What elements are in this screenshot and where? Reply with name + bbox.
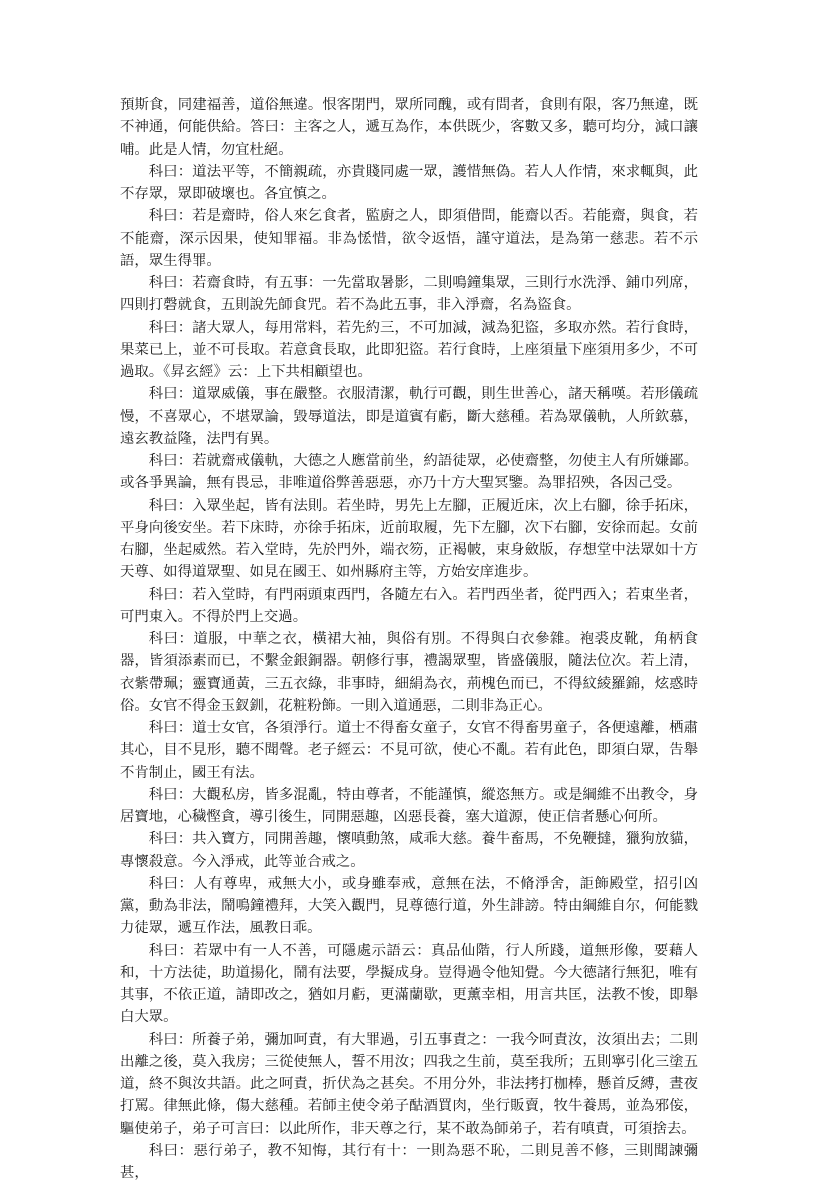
paragraph: 預斯食，同建福善，道俗無違。恨客閉門，眾所同醜，或有問者，食則有限，客乃無違，既不神通，何能供給。答曰：主客之人，遞互為作，本供既少，客數又多，聽可均分，減口讓哺。此是人情，勿宜杜絕。: [120, 97, 698, 158]
paragraph: 科曰：入眾坐起，皆有法則。若坐時，男先上左腳，正履近床，次上右腳，徐手拓床，平身向後安坐。若下床時，亦徐手拓床，近前取履，先下左腳，次下右腳，安徐而起。女前右腳，坐起威然。若入堂時，先於門外，端衣笏，正褐帔，束身斂版，存想堂中法眾如十方天尊、如得道眾聖、如見在國王、如州縣府主等，方始安庠進步。: [120, 497, 698, 581]
paragraph: 科曰：道眾威儀，事在嚴整。衣服清潔，軌行可觀，則生世善心，諸天稱嘆。若形儀疏慢，不喜眾心，不堪眾論，毀辱道法，即是道賓有虧，斷大慈種。若為眾儀軌，人所欽慕，遠玄教益隆，法門有異。: [120, 386, 698, 447]
paragraph: 科曰：大觀私房，皆多混亂，特由尊者，不能謹慎，縱恣無方。或是綱維不出教令，身居寶地，心穢慳貪，導引後生，同開惡趣，凶惡長養，塞大道源，使正信者懸心何所。: [120, 786, 698, 825]
paragraph: 科曰：諸大眾人，每用常料，若先約三，不可加減，減為犯盜，多取亦然。若行食時，果菜已上，並不可長取。若意貪長取，此即犯盜。若行食時，上座須量下座須用多少，不可過取。《昇玄經》云：上下共相顧望也。: [120, 319, 698, 380]
document-page: [120, 94, 698, 1184]
paragraph: 科曰：惡行弟子，教不知悔，其行有十：一則為惡不恥，二則見善不修，三則聞諫彌甚，: [120, 1142, 698, 1181]
paragraph: 科曰：道法平等，不簡親疏，亦貴賤同處一眾，護惜無偽。若人人作情，來求輒與，此不存眾，眾即破壞也。各宜慎之。: [120, 163, 698, 202]
paragraph: 科曰：道士女官，各須淨行。道士不得畜女童子，女官不得畜男童子，各便遠離，栖肅其心，目不見形，聽不聞聲。老子經云：不見可欲，使心不亂。若有此色，即須白眾，告舉不肯制止，國王有法。: [120, 720, 698, 781]
paragraph: 科曰：若就齋戒儀軌，大德之人應當前坐，約語徒眾，必使齋整，勿使主人有所嫌鄙。或各爭異論，無有畏忌，非唯道俗弊善惡惡，亦乃十方大聖冥鑒。為罪招殃，各因己受。: [120, 453, 698, 492]
paragraph: 科曰：若齋食時，有五事：一先當取暑影，二則鳴鐘集眾，三則行水洗淨、鋪巾列席，四則打磬就食，五則說先師食咒。若不為此五事，非入淨齋，名為盜食。: [120, 275, 698, 314]
paragraph: 科曰：若是齋時，俗人來乞食者，監廚之人，即須借問，能齋以否。若能齋，與食，若不能齋，深示因果，使知罪福。非為恡惜，欲令返悟，謹守道法，是為第一慈悲。若不示語，眾生得罪。: [120, 208, 698, 269]
paragraph: 科曰：人有尊卑，戒無大小，或身雖奉戒，意無在法，不脩淨舍，詎飾殿堂，招引凶黨，動為非法，鬧鳴鐘禮拜，大笑入觀門，見尊德行道，外生誹謗。特由綱維自尔，何能戮力徒眾，遞互作法，風教日乖。: [120, 875, 698, 937]
paragraph: 科曰：道服，中華之衣，橫裙大袖，與俗有別。不得與白衣參雜。袍裘皮靴，角柄食器，皆須添素而已，不繫金銀銅器。朝修行事，禮謁眾聖，皆盛儀服，隨法位次。若上清，衣紫帶珮；靈寶通黃，三五衣綠，非事時，細絹為衣，荊槐色而已，不得紋綾羅錦，炫惑時俗。女官不得金玉釵釧，花粧粉飾。一則入道通惡，二則非為正心。: [120, 631, 698, 714]
paragraph: 科曰：若眾中有一人不善，可隱處示語云：真品仙階，行人所踐，道無形像，要藉人和，十方法徒，助道揚化，鬧有法要，學擬成身。豈得過令他知覺。今大德諸行無犯，唯有其事，不依正道，請即改之，猶如月虧，更滿蘭歇，更薰幸相，用言共匡，法教不悛，即舉白大眾。: [120, 942, 698, 1026]
paragraph: 科曰：若入堂時，有門兩頭東西門，各隨左右入。若門西坐者，從門西入；若東坐者，可門東入。不得於門上交過。: [120, 586, 698, 625]
paragraph: 科曰：所養子弟，彌加呵責，有大罪過，引五事責之：一我今呵責汝，汝須出去；二則出離之後，莫入我房；三從使無人，誓不用汝；四我之生前，莫至我所；五則寧引化三塗五道，終不與汝共語。此之呵責，折伏為之甚矣。不用分外，非法拷打枷棒，懸首反縛，晝夜打罵。律無此條，傷大慈種。若師主使令弟子酤酒買肉，坐行販賣，牧牛養馬，並為邪侫，驅使弟子，弟子可言曰：以此所作，非天尊之行，某不敢為師弟子，若有嗔責，可須捨去。: [120, 1031, 698, 1137]
paragraph: 科曰：共入寶方，同開善趣，懷嗔動煞，咸乖大慈。養牛畜馬，不免鞭撻，獵狗放貓，專懷殺意。今入淨戒，此等並合戒之。: [120, 831, 698, 870]
